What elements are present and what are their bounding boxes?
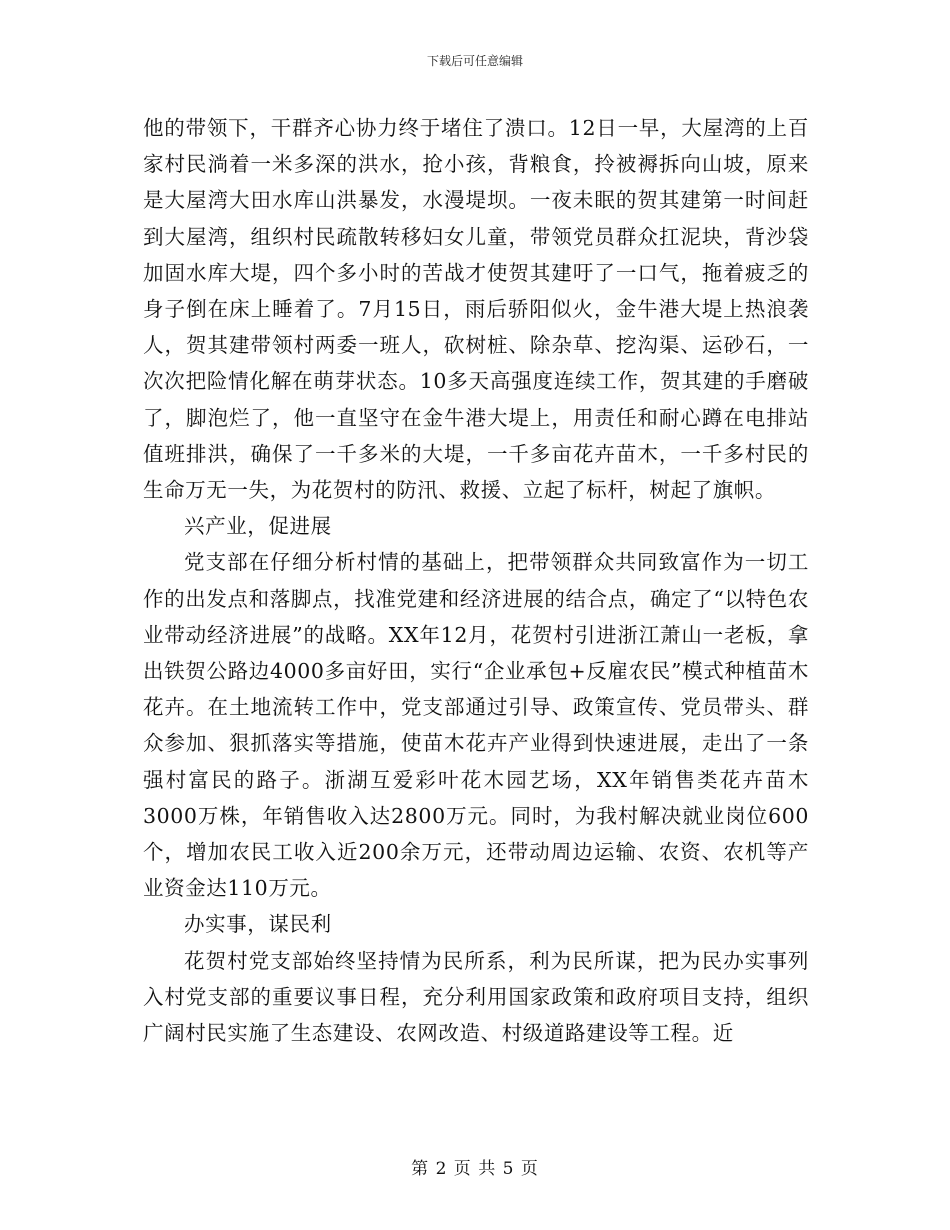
section-heading-industry: 兴产业，促进展 (184, 514, 332, 539)
paragraph-practical-affairs: 花贺村党支部始终坚持情为民所系，利为民所谋，把为民办实事列入村党支部的重要议事日程，充分利用国家政策和政府项目支持，组织广阔村民实施了生态建设、农网改造、村级道路建设等工程。近 (143, 948, 809, 1046)
section-heading-practical-affairs: 办实事，谋民利 (184, 912, 332, 937)
header-note: 下载后可任意编辑 (426, 54, 523, 68)
body-text (143, 110, 809, 1051)
paragraph-continuation: 他的带领下，干群齐心协力终于堵住了溃口。12日一早，大屋湾的上百家村民淌着一米多深的洪水，抢小孩，背粮食，拎被褥拆向山坡，原来是大屋湾大田水库山洪暴发，水漫堤坝。一夜未眠的贺其建第一时间赶到大屋湾，组织村民疏散转移妇女儿童，带领党员群众扛泥块，背沙袋加固水库大堤，四个多小时的苦战才使贺其建吁了一口气，拖着疲乏的身子倒在床上睡着了。7月15日，雨后骄阳似火，金牛港大堤上热浪袭人，贺其建带领村两委一班人，砍树桩、除杂草、挖沟渠、运砂石，一次次把险情化解在萌芽状态。10多天高强度连续工作，贺其建的手磨破了，脚泡烂了，他一直坚守在金牛港大堤上，用责任和耐心蹲在电排站值班排洪，确保了一千多米的大堤，一千多亩花卉苗木，一千多村民的生命万无一失，为花贺村的防汛、救援、立起了标杆，树起了旗帜。 (143, 116, 809, 503)
page-number-footer: 第 2 页 共 5 页 (411, 1159, 539, 1179)
paragraph-industry: 党支部在仔细分析村情的基础上，把带领群众共同致富作为一切工作的出发点和落脚点，找准党建和经济进展的结合点，确定了“以特色农业带动经济进展”的战略。XX年12月，花贺村引进浙江萧山一老板，拿出铁贺公路边4000多亩好田，实行“企业承包+反雇农民”模式种植苗木花卉。在土地流转工作中，党支部通过引导、政策宣传、党员带头、群众参加、狠抓落实等措施，使苗木花卉产业得到快速进展，走出了一条强村富民的路子。浙湖互爱彩叶花木园艺场，XX年销售类花卉苗木3000万株，年销售收入达2800万元。同时，为我村解决就业岗位600个，增加农民工收入近200余万元，还带动周边运输、农资、农机等产业资金达110万元。 (143, 550, 809, 901)
